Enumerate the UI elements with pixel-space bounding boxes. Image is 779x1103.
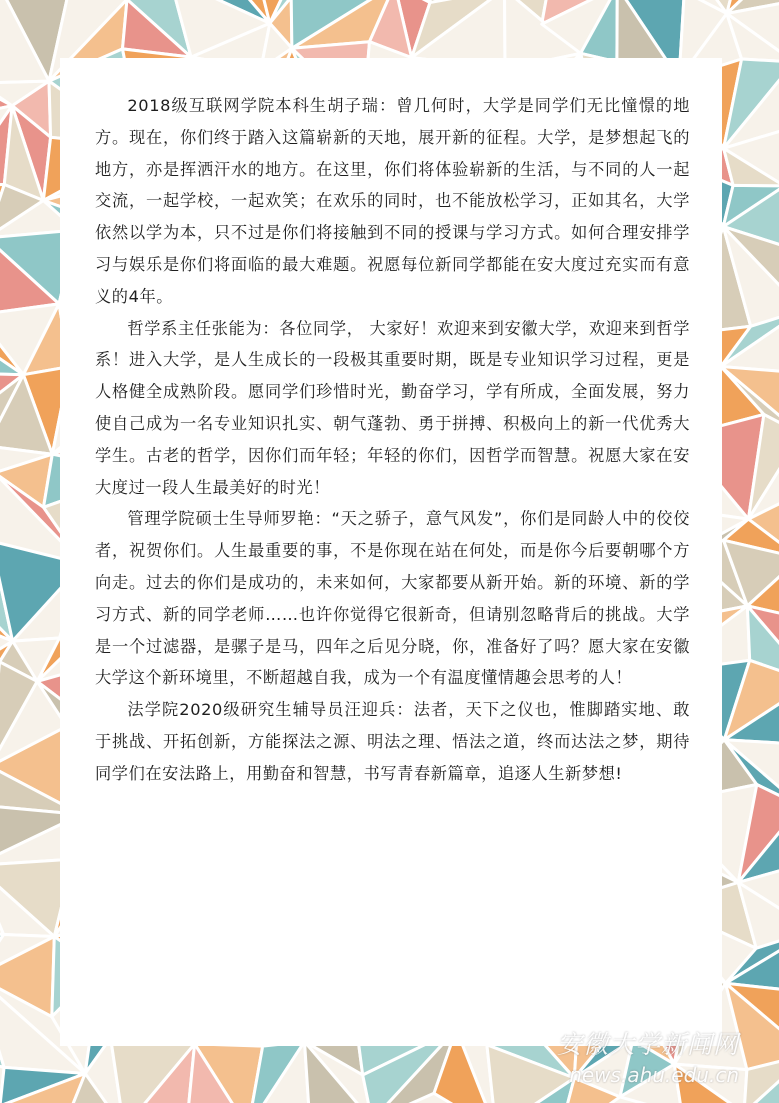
paragraph-hu-zirui: 2018级互联网学院本科生胡子瑞：曾几何时，大学是同学们无比憧憬的地方。现在，你们终于踏入这篇崭新的天地，展开新的征程。大学，是梦想起飞的地方，亦是挥洒汗水的地方。在这里，你们将体验崭新的生活，与不同的人一起交流，一起学校，一起欢笑；在欢乐的同时，也不能放松学习，正如其名，大学依然以学为本，只不过是你们将接触到不同的授课与学习方式。如何合理安排学习与娱乐是你们将面临的最大难题。祝愿每位新同学都能在安大度过充实而有意义的4年。 [95, 96, 690, 306]
paragraph-wang-yingbing: 法学院2020级研究生辅导员汪迎兵：法者，天下之仪也，惟脚踏实地、敢于挑战、开拓创新，方能探法之源、明法之理、悟法之道，终而达法之梦，期待同学们在安法路上，用勤奋和智慧，书写青春新篇章，追逐人生新梦想! [95, 700, 690, 783]
paragraph-luo-yan: 管理学院硕士生导师罗艳：“天之骄子，意气风发”，你们是同龄人中的佼佼者，祝贺你们。人生最重要的事，不是你现在站在何处，而是你今后要朝哪个方向走。过去的你们是成功的，未来如何，大家都要从新开始。新的环境、新的学习方式、新的同学老师……也许你觉得它很新奇，但请别忽略背后的挑战。大学是一个过滤器，是骡子是马，四年之后见分晓，你，准备好了吗？愿大家在安徽大学这个新环境里，不断超越自我，成为一个有温度懂情趣会思考的人！ [95, 509, 690, 688]
paragraph-zhang-nengwei: 哲学系主任张能为：各位同学， 大家好！欢迎来到安徽大学，欢迎来到哲学系！进入大学，是人生成长的一段极其重要时期，既是专业知识学习过程，更是人格健全成熟阶段。愿同学们珍惜时光，勤奋学习，学有所成，全面发展，努力使自己成为一名专业知识扎实、朝气蓬勃、勇于拼搏、积极向上的新一代优秀大学生。古老的哲学，因你们而年轻；年轻的你们，因哲学而智慧。祝愿大家在安大度过一段人生最美好的时光！ [95, 318, 690, 497]
watermark-site-url: news.ahu.edu.cn [569, 1063, 739, 1087]
article-body [95, 90, 690, 790]
site-watermark [557, 1025, 739, 1087]
watermark-site-name: 安徽大学新闻网 [556, 1030, 739, 1059]
